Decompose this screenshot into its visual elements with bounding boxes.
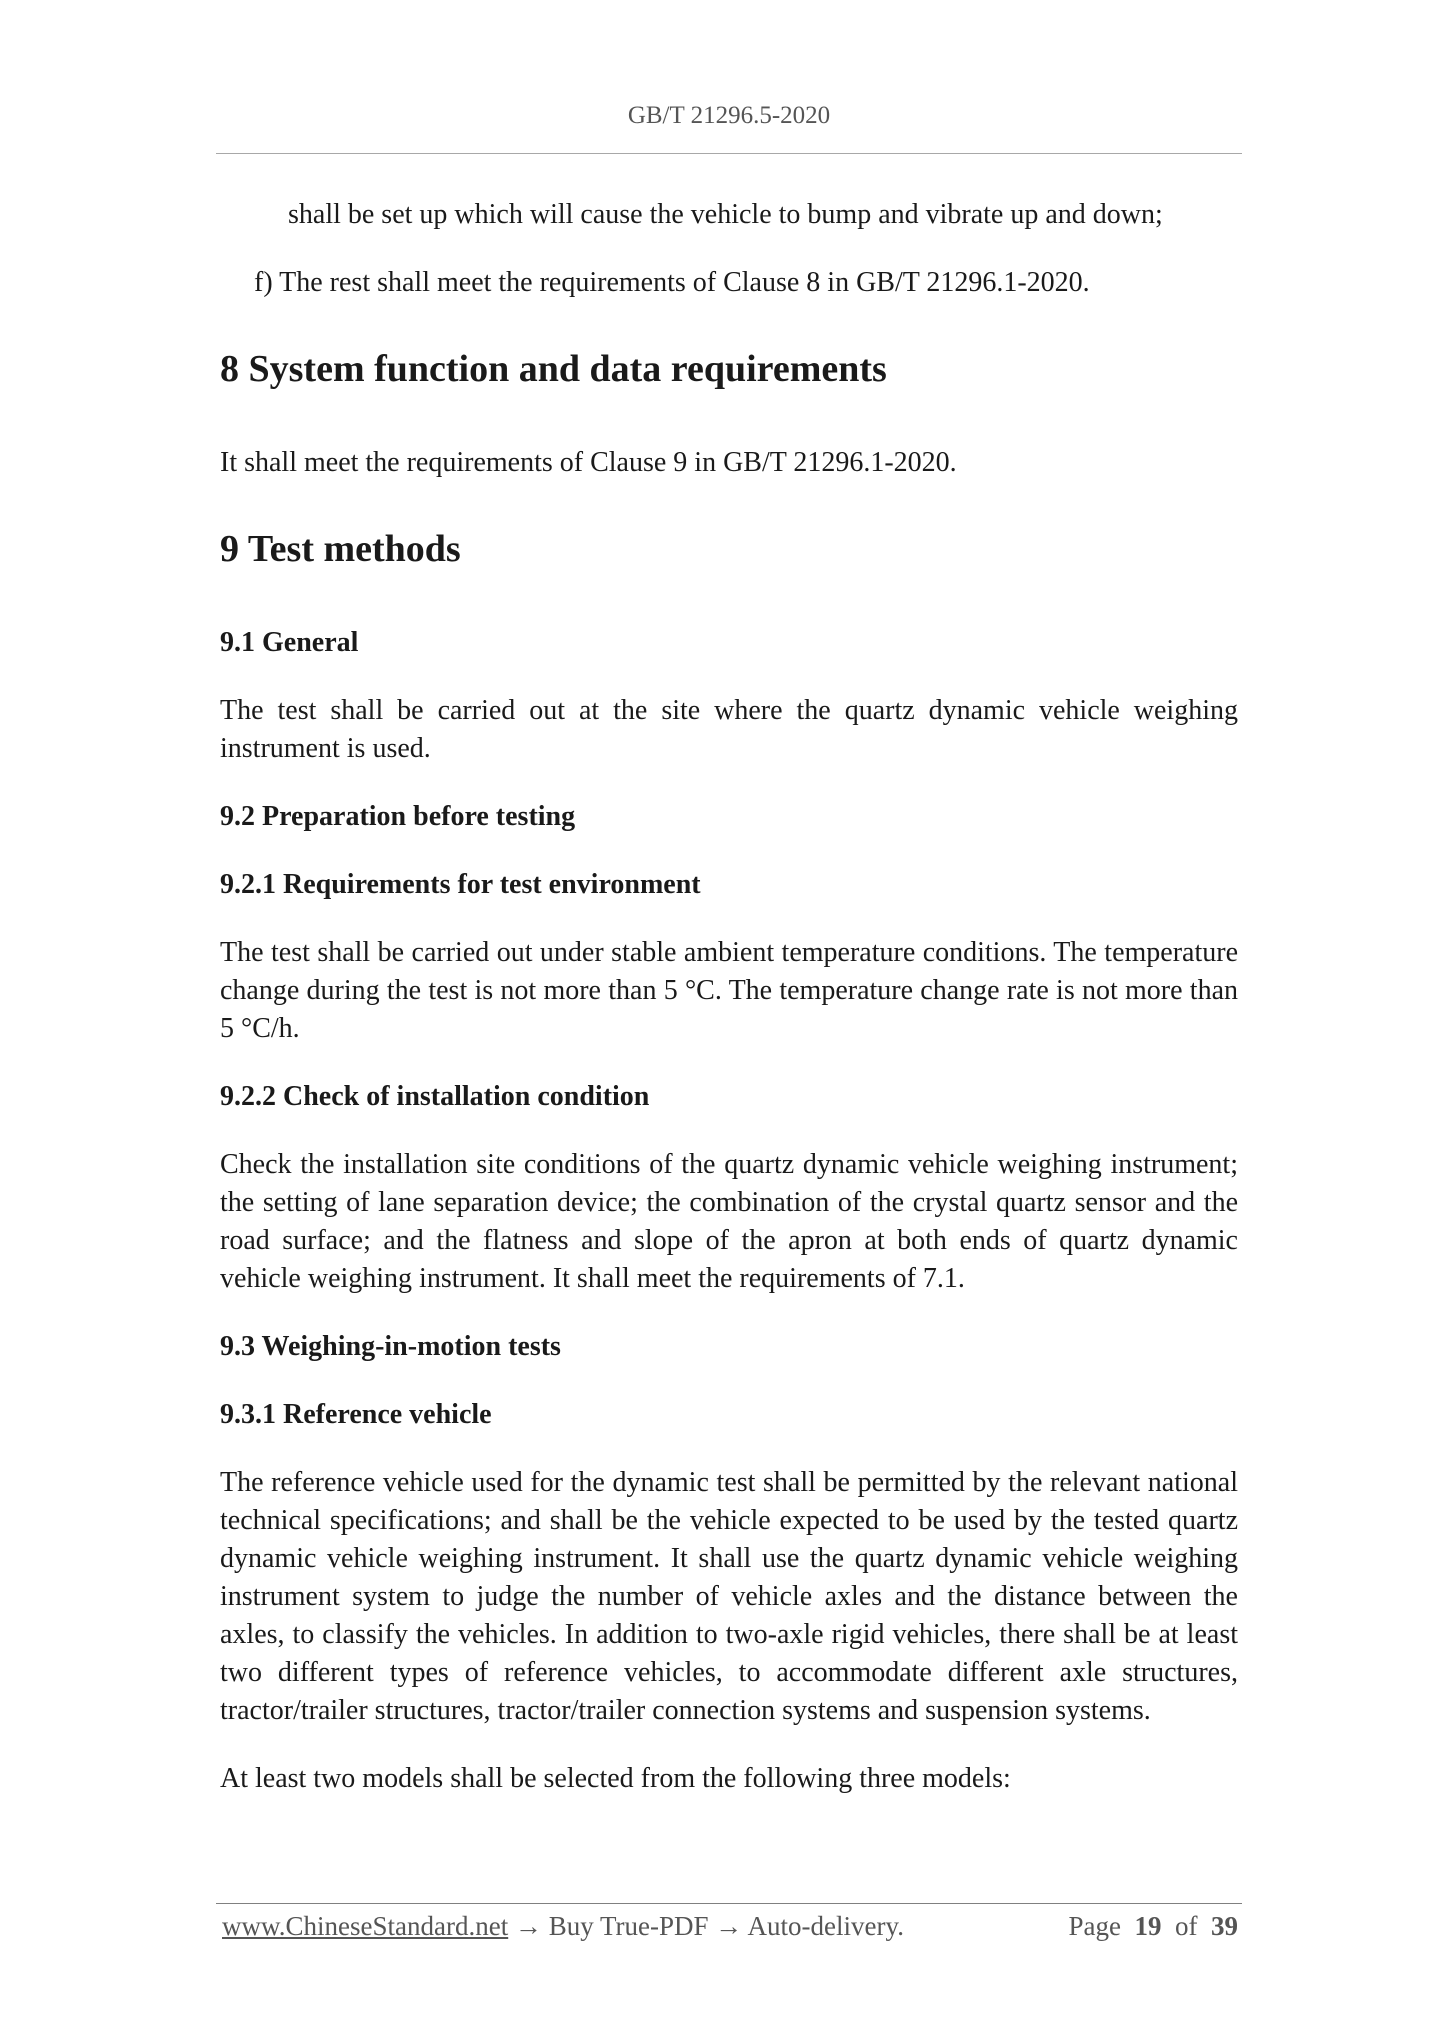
heading-9-3-1: 9.3.1 Reference vehicle [220, 1399, 492, 1430]
heading-9-1: 9.1 General [220, 627, 359, 658]
page-number: 19 [1134, 1911, 1162, 1941]
paragraph-9-2-1: The test shall be carried out under stable ambient temperature conditions. The temperature change during the test is not more than 5 °C. The temperature change rate is not more than 5 °C/h. [220, 937, 1238, 1044]
page-total: 39 [1211, 1911, 1238, 1941]
page-body [220, 196, 1238, 1828]
heading-9-2: 9.2 Preparation before testing [220, 801, 576, 832]
footer-tagline: → Buy True-PDF → Auto-delivery. [508, 1911, 904, 1941]
heading-9-3: 9.3 Weighing-in-motion tests [220, 1331, 561, 1362]
page-footer [222, 1908, 1238, 1944]
list-item-f: f) The rest shall meet the requirements of Clause 8 in GB/T 21296.1-2020. [254, 267, 1090, 298]
paragraph-9-2-2: Check the installation site conditions of the quartz dynamic vehicle weighing instrument; the setting of lane separation device; the combination of the crystal quartz sensor and the road surface; and the flatness and slope of the apron at both ends of quartz dynamic vehicle weighing instrument. It shall meet the requirements of 7.1. [220, 1149, 1238, 1294]
footer-divider [216, 1903, 1242, 1904]
heading-9-2-1: 9.2.1 Requirements for test environment [220, 869, 701, 900]
paragraph-continued: shall be set up which will cause the vehicle to bump and vibrate up and down; [288, 199, 1163, 230]
paragraph-models: At least two models shall be selected from the following three models: [220, 1763, 1011, 1794]
heading-clause-9: 9 Test methods [220, 528, 461, 570]
page-label: Page [1068, 1911, 1121, 1941]
header-divider [216, 153, 1242, 154]
paragraph-9-3-1: The reference vehicle used for the dynamic test shall be permitted by the relevant national technical specifications; and shall be the vehicle expected to be used by the tested quartz dynamic vehicle weighing instrument. It shall use the quartz dynamic vehicle weighing instrument system to judge the number of vehicle axles and the distance between the axles, to classify the vehicles. In addition to two-axle rigid vehicles, there shall be at least two different types of reference vehicles, to accommodate different axle structures, tractor/trailer structures, tractor/trailer connection systems and suspension systems. [220, 1467, 1238, 1726]
paragraph-clause-8: It shall meet the requirements of Clause 9 in GB/T 21296.1-2020. [220, 447, 957, 478]
paragraph-9-1: The test shall be carried out at the site where the quartz dynamic vehicle weighing instrument is used. [220, 695, 1238, 764]
footer-left [222, 1908, 904, 1944]
of-label: of [1175, 1911, 1198, 1941]
heading-9-2-2: 9.2.2 Check of installation condition [220, 1081, 650, 1112]
heading-clause-8: 8 System function and data requirements [220, 348, 887, 390]
page-indicator [1069, 1908, 1238, 1944]
site-link[interactable]: www.ChineseStandard.net [222, 1911, 509, 1941]
running-header: GB/T 21296.5-2020 [627, 102, 831, 129]
